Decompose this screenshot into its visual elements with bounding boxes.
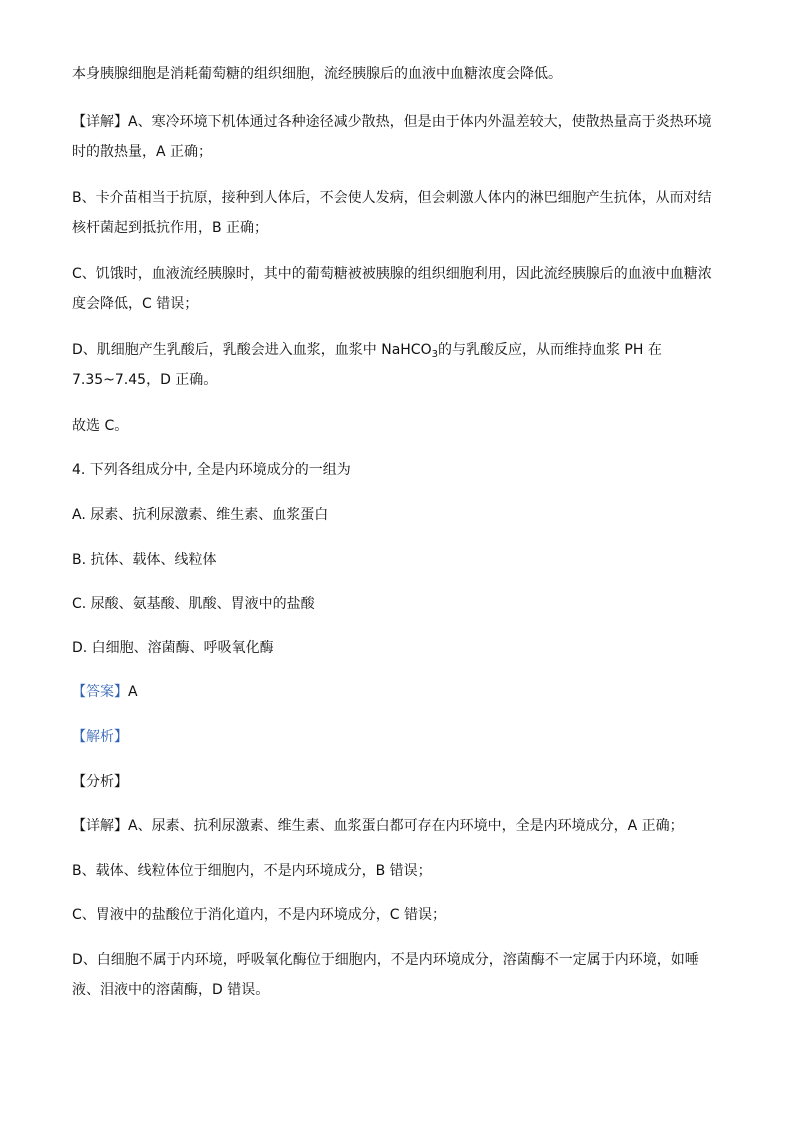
text-line: C、饥饿时，血液流经胰腺时，其中的葡萄糖被被胰腺的组织细胞利用，因此流经胰腺后的血液中血糖浓 [72,266,712,282]
text-line: 时的散热量，A 正确； [72,144,213,160]
text-line: 液、泪液中的溶菌酶，D 错误。 [72,982,270,998]
option-a: A. 尿素、抗利尿激素、维生素、血浆蛋白 [72,507,329,523]
text-line: B、卡介苗相当于抗原，接种到人体后，不会使人发病，但会刺激人体内的淋巴细胞产生抗体，从而对结 [72,190,712,206]
text-line: 7.35~7.45，D 正确。 [72,372,218,388]
text-line: 核杆菌起到抵抗作用，B 正确； [72,220,269,236]
detail-tag: 【详解】 [72,818,128,834]
question-stem: 4. 下列各组成分中, 全是内环境成分的一组为 [72,462,351,478]
text-line: 度会降低，C 错误； [72,296,199,312]
text-line: B、载体、线粒体位于细胞内，不是内环境成分，B 错误； [72,863,432,879]
detail-paragraph-line: 【详解】A、尿素、抗利尿激素、维生素、血浆蛋白都可存在内环境中，全是内环境成分，A 正确； [72,818,684,834]
answer-tag: 【答案】 [72,684,128,700]
text-line: 本身胰腺细胞是消耗葡萄糖的组织细胞，流经胰腺后的血液中血糖浓度会降低。 [72,66,562,82]
text-line: D、肌细胞产生乳酸后，乳酸会进入血浆，血浆中 NaHCO$_3$的与乳酸反应，从而维持血浆 PH 在 [72,342,662,360]
text-line: D、白细胞不属于内环境，呼吸氧化酶位于细胞内，不是内环境成分，溶菌酶不一定属于内环境，如唾 [72,952,699,968]
detail-tag: 【详解】 [72,114,128,130]
text-line: C、胃液中的盐酸位于消化道内，不是内环境成分，C 错误； [72,907,446,923]
analyze-tag: 【分析】 [72,774,128,790]
analysis-line [72,727,128,747]
option-c: C. 尿酸、氨基酸、肌酸、胃液中的盐酸 [72,596,315,612]
subscript: 3 [431,349,438,360]
detail-paragraph-line: 【详解】A、寒冷环境下机体通过各种途径减少散热，但是由于体内外温差较大，使散热量高于炎热环境 [72,114,712,130]
text-line: 故选 C。 [72,418,129,434]
analyze-line [72,772,128,792]
option-b: B. 抗体、载体、线粒体 [72,552,217,568]
analysis-tag: 【解析】 [72,729,128,745]
option-d: D. 白细胞、溶菌酶、呼吸氧化酶 [72,640,274,656]
answer-line: 【答案】A [72,684,138,700]
